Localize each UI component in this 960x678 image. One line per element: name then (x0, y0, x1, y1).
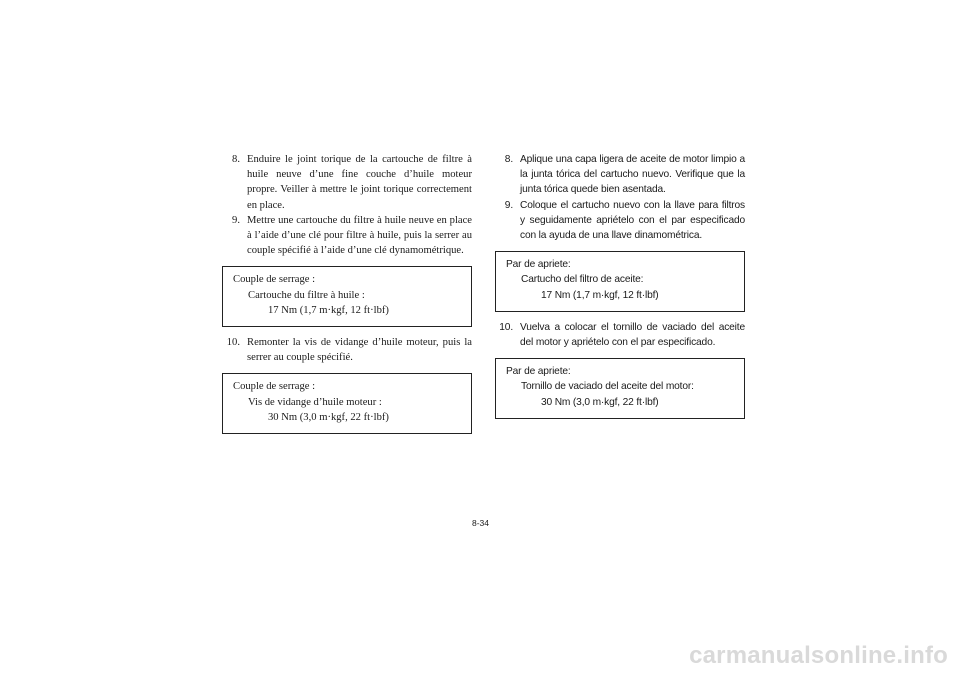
es-torque-spec-box-1 (495, 251, 745, 312)
spec-title: Par de apriete: (506, 366, 571, 378)
spec-item: Cartouche du filtre à huile : (248, 289, 365, 301)
es-step-9 (495, 198, 745, 244)
spec-item: Tornillo de vaciado del aceite del motor: (521, 381, 694, 393)
fr-step-10 (222, 335, 472, 365)
french-column (222, 152, 472, 442)
es-step-10 (495, 320, 745, 350)
spec-value: 17 Nm (1,7 m·kgf, 12 ft·lbf) (541, 289, 659, 301)
es-torque-spec-box-2 (495, 358, 745, 419)
step-text: Remonter la vis de vidange d’huile moteur, puis la serrer au couple spécifié. (247, 337, 472, 364)
spec-title: Couple de serrage : (233, 274, 316, 286)
step-text: Coloque el cartucho nuevo con la llave para filtros y seguidamente apriételo con el par especificado con la ayuda de una llave dinamométrica. (520, 199, 745, 242)
spec-item: Cartucho del filtro de aceite: (521, 274, 644, 286)
step-number: 10. (226, 337, 240, 349)
fr-step-8 (222, 152, 472, 213)
step-number: 9. (504, 199, 513, 211)
step-text: Enduire le joint torique de la cartouche de filtre à huile neuve d’une fine couche d’huile moteur propre. Veiller à mettre le joint torique correctement en place. (247, 154, 472, 211)
spec-title: Par de apriete: (506, 259, 571, 271)
spanish-column (495, 152, 745, 427)
step-text: Vuelva a colocar el tornillo de vaciado del aceite del motor y apriételo con el par especificado. (520, 321, 745, 349)
watermark: carmanualsonline.info (689, 642, 948, 669)
fr-torque-spec-box-1 (222, 266, 472, 327)
spec-item: Vis de vidange d’huile moteur : (248, 396, 382, 408)
spec-value: 30 Nm (3,0 m·kgf, 22 ft·lbf) (268, 411, 389, 423)
step-number: 9. (232, 214, 240, 226)
step-number: 8. (504, 154, 513, 165)
step-text: Mettre une cartouche du filtre à huile neuve en place à l’aide d’une clé pour filtre à huile, puis la serrer au couple spécifié à l’aide d’une clé dynamométrique. (247, 214, 472, 257)
step-number: 10. (499, 321, 513, 333)
step-number: 8. (232, 154, 240, 165)
page-number: 8-34 (472, 518, 490, 528)
fr-torque-spec-box-2 (222, 373, 472, 434)
spec-value: 30 Nm (3,0 m·kgf, 22 ft·lbf) (541, 396, 659, 408)
fr-step-9 (222, 213, 472, 259)
spec-value: 17 Nm (1,7 m·kgf, 12 ft·lbf) (268, 304, 389, 316)
spec-title: Couple de serrage : (233, 381, 316, 393)
es-step-8 (495, 152, 745, 198)
step-text: Aplique una capa ligera de aceite de motor limpio a la junta tórica del cartucho nuevo. Verifique que la junta tórica quede bien asentada. (520, 154, 745, 196)
